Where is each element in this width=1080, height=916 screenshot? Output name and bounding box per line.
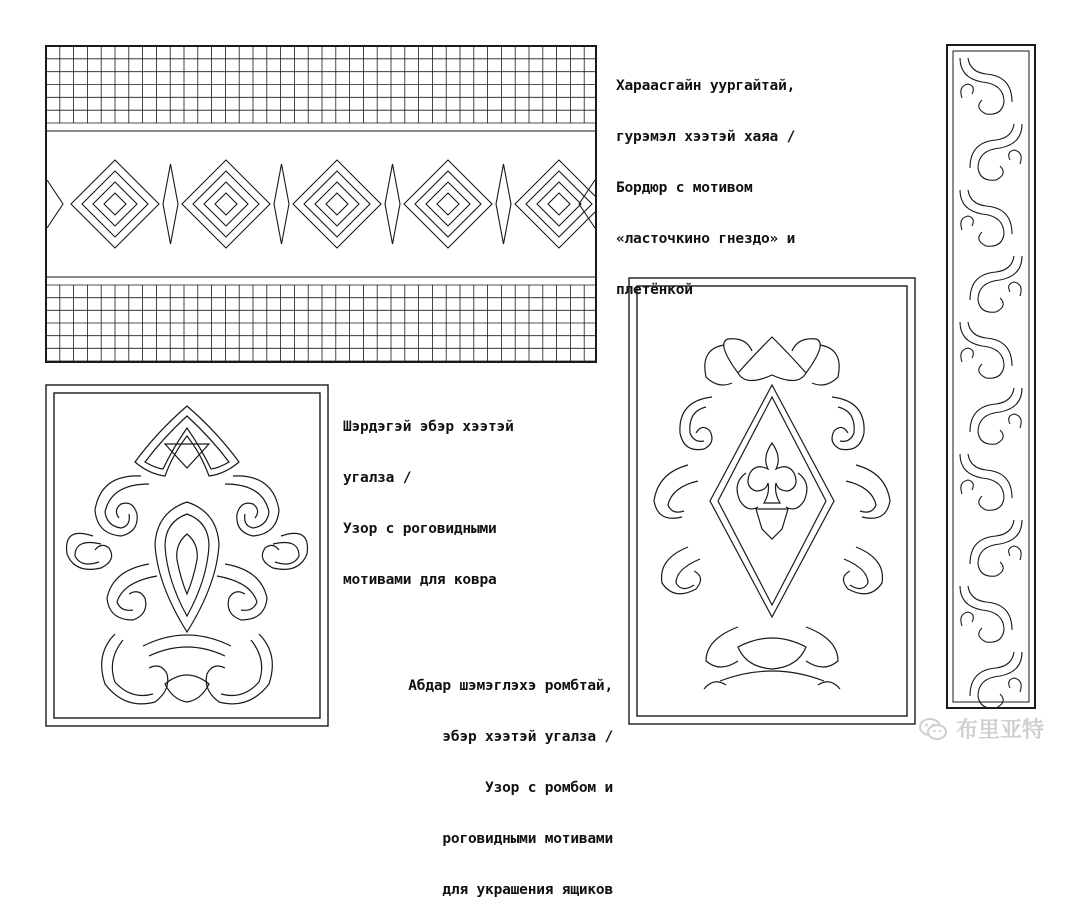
caption-line: Узор с ромбом и	[485, 780, 613, 796]
rhomb-box-drawing	[628, 277, 916, 725]
watermark-text: 布里亚特	[955, 718, 1044, 743]
horn-carpet-caption	[343, 385, 514, 606]
caption-line: эбэр хээтэй угалза /	[442, 729, 613, 745]
caption-line: Шэрдэгэй эбэр хээтэй	[343, 419, 514, 435]
caption-line: гурэмэл хээтэй хаяа /	[616, 129, 796, 145]
braid-border-panel	[45, 45, 597, 363]
caption-line: угалза /	[343, 470, 412, 486]
caption-line: Узор с роговидными	[343, 521, 497, 537]
vertical-border-drawing	[946, 44, 1036, 709]
caption-line: Абдар шэмэглэхэ ромбтай,	[408, 678, 613, 694]
rhomb-box-panel	[628, 277, 916, 725]
braid-border-caption	[616, 44, 795, 316]
caption-line: «ласточкино гнездо» и	[616, 231, 796, 247]
watermark	[918, 713, 1044, 744]
caption-line: плетёнкой	[616, 282, 693, 298]
wechat-icon	[918, 716, 948, 742]
horn-carpet-panel	[45, 384, 329, 727]
caption-line: мотивами для ковра	[343, 572, 497, 588]
caption-line: для украшения ящиков	[442, 882, 613, 898]
horn-carpet-drawing	[45, 384, 329, 727]
caption-line: Бордюр с мотивом	[616, 180, 753, 196]
braid-border-drawing	[45, 45, 597, 363]
caption-line: Хараасгайн уургайтай,	[616, 78, 796, 94]
vertical-border-panel	[946, 44, 1036, 709]
rhomb-box-caption	[355, 644, 613, 916]
caption-line: роговидными мотивами	[442, 831, 613, 847]
